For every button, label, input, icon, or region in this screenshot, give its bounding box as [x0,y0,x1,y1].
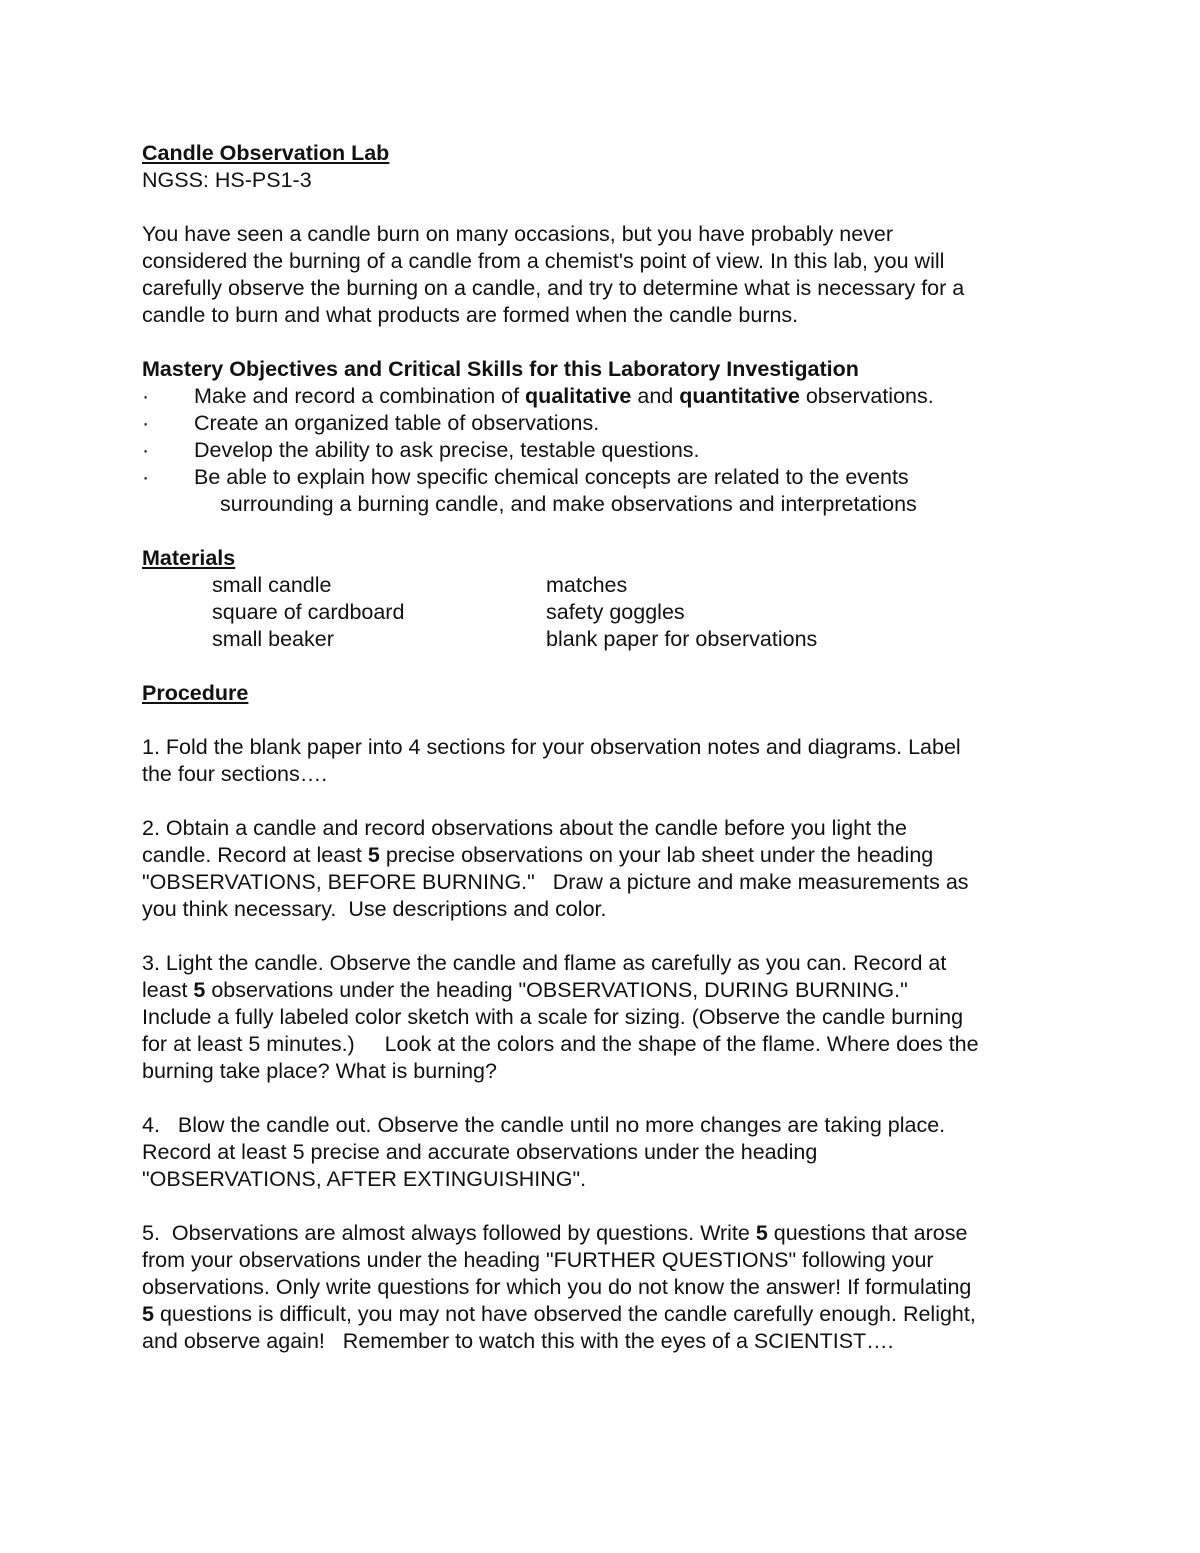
step-line: 2. Obtain a candle and record observations about the candle before you light the [142,816,907,840]
step-text: questions is difficult, you may not have observed the candle carefully enough. Relight, [153,1302,976,1326]
step-text: observations under the heading "OBSERVATIONS, DURING BURNING." [205,978,908,1002]
objectives-heading: Mastery Objectives and Critical Skills for this Laboratory Investigation [142,357,859,381]
step-line: and observe again! Remember to watch this with the eyes of a SCIENTIST…. [142,1329,894,1353]
spacer [142,518,1082,545]
ngss-standard: NGSS: HS-PS1-3 [142,168,312,192]
procedure-heading: Procedure [142,681,249,705]
materials-heading: Materials [142,546,236,570]
procedure-step-1 [142,734,1082,788]
bullet-dot: · [142,411,150,435]
step-emphasis: 5 [367,843,380,867]
procedure-section [142,680,1082,1355]
step-emphasis: 5 [193,978,206,1002]
step-line: from your observations under the heading "FURTHER QUESTIONS" following your [142,1248,934,1272]
step-emphasis: 5 [142,1302,154,1326]
objectives-section [142,356,1082,518]
materials-section [142,545,1082,653]
step-line: Include a fully labeled color sketch with a scale for sizing. (Observe the candle burning [142,1005,964,1029]
spacer [142,1193,1082,1220]
bullet-dot: · [142,465,150,489]
step-text: 5. Observations are almost always followed by questions. Write [142,1221,756,1245]
step-text: candle. Record at least [142,843,368,867]
step-line: for at least 5 minutes.) Look at the colors and the shape of the flame. Where does the [142,1032,979,1056]
materials-row [142,599,1082,626]
step-line [142,977,1082,1004]
objective-emphasis: quantitative [679,384,800,408]
material-item: matches [546,573,628,597]
objective-text: Create an organized table of observations. [194,411,600,435]
intro-line: carefully observe the burning on a candle, and try to determine what is necessary for a [142,276,965,300]
spacer [142,1085,1082,1112]
step-line: 4. Blow the candle out. Observe the candle until no more changes are taking place. [142,1113,946,1137]
objective-text: and [631,384,680,408]
procedure-step-2 [142,815,1082,923]
material-item: blank paper for observations [546,627,818,651]
step-line: burning take place? What is burning? [142,1059,497,1083]
objective-text: Make and record a combination of [194,384,526,408]
objective-text: Be able to explain how specific chemical concepts are related to the events [194,465,909,489]
step-line: observations. Only write questions for which you do not know the answer! If formulating [142,1275,972,1299]
spacer [142,923,1082,950]
step-line: Record at least 5 precise and accurate observations under the heading [142,1140,818,1164]
spacer [142,329,1082,356]
materials-row [142,626,1082,653]
spacer [142,653,1082,680]
material-item: square of cardboard [212,600,405,624]
spacer [142,194,1082,221]
step-line [142,1301,1082,1328]
intro-paragraph [142,221,1082,329]
step-line: you think necessary. Use descriptions and color. [142,897,607,921]
step-text: questions that arose [767,1221,968,1245]
step-line: the four sections…. [142,762,328,786]
bullet-dot: · [142,438,150,462]
spacer [142,788,1082,815]
step-line [142,1220,1082,1247]
objective-item [142,410,1082,437]
step-text: least [142,978,194,1002]
objective-item [142,383,1082,410]
step-text: precise observations on your lab sheet under the heading [379,843,934,867]
intro-line: considered the burning of a candle from a chemist's point of view. In this lab, you will [142,249,945,273]
intro-line: candle to burn and what products are formed when the candle burns. [142,303,799,327]
document [142,140,1082,1355]
objective-item [142,437,1082,464]
objective-text: Develop the ability to ask precise, testable questions. [194,438,700,462]
step-line: 3. Light the candle. Observe the candle and flame as carefully as you can. Record at [142,951,947,975]
step-line: "OBSERVATIONS, AFTER EXTINGUISHING". [142,1167,587,1191]
bullet-dot: · [142,384,150,408]
objective-emphasis: qualitative [525,384,632,408]
material-item: safety goggles [546,600,685,624]
objective-continuation: surrounding a burning candle, and make observations and interpretations [220,492,917,516]
procedure-step-4 [142,1112,1082,1193]
procedure-step-5 [142,1220,1082,1355]
procedure-step-3 [142,950,1082,1085]
intro-line: You have seen a candle burn on many occasions, but you have probably never [142,222,894,246]
objective-item [142,464,1082,491]
step-line: 1. Fold the blank paper into 4 sections for your observation notes and diagrams. Label [142,735,961,759]
step-line: "OBSERVATIONS, BEFORE BURNING." Draw a picture and make measurements as [142,870,969,894]
objective-text: observations. [799,384,934,408]
document-title: Candle Observation Lab [142,141,390,165]
materials-row [142,572,1082,599]
material-item: small beaker [212,627,334,651]
spacer [142,707,1082,734]
step-emphasis: 5 [755,1221,768,1245]
step-line [142,842,1082,869]
material-item: small candle [212,573,332,597]
